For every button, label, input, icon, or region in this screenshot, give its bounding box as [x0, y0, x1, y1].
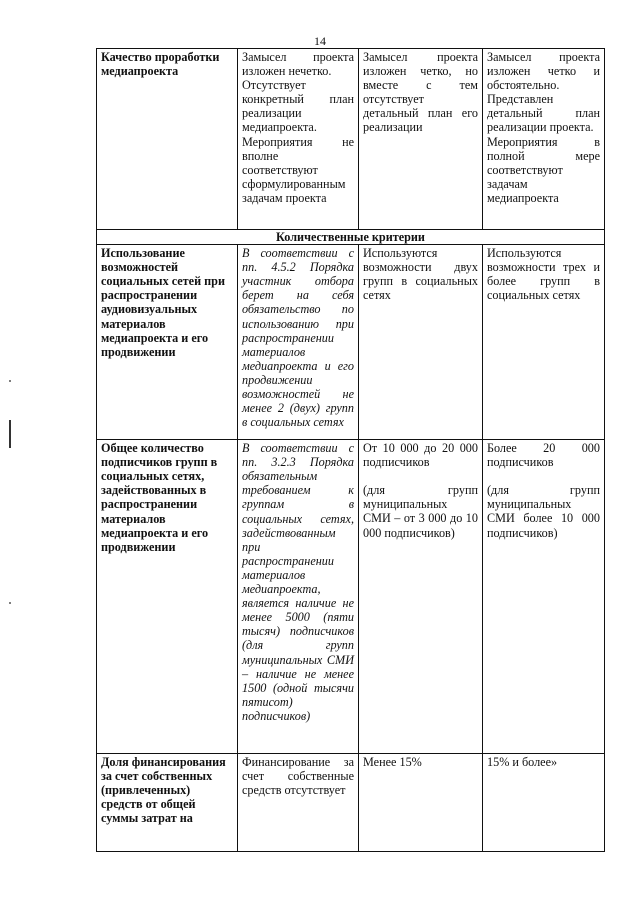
score-cell-2: Менее 15%	[359, 754, 483, 852]
scan-margin-mark	[9, 420, 11, 448]
score-cell-1: В соответствии с пп. 4.5.2 Порядка участник отбора берет на себя обязательство по использованию при распространении материалов медиапроекта и его продвижении возможностей не менее 2 (двух) групп в социальных сетях	[238, 245, 359, 440]
cell-text: Замысел проекта изложен нечетко.	[242, 50, 354, 79]
scan-dot	[9, 602, 11, 604]
section-header: Количественные критерии	[97, 230, 605, 245]
score-cell-1: Финансирование за счет собственные средств отсутствует	[238, 754, 359, 852]
score-cell-1	[238, 49, 359, 230]
section-header-row	[97, 230, 605, 245]
score-cell-2: Используются возможности двух групп в социальных сетях	[359, 245, 483, 440]
cell-text: (для групп муниципальных СМИ – от 3 000 до 10 000 подписчиков)	[363, 483, 478, 540]
page-number: 14	[314, 34, 326, 48]
scan-dot	[9, 380, 11, 382]
cell-text: Замысел проекта изложен четко, но вместе с тем отсутствует детальный план его реализации	[363, 50, 478, 135]
criterion-cell: Общее количество подписчиков групп в социальных сетях, задействованных в распространении материалов медиапроекта и его продвижении	[97, 440, 238, 754]
cell-text: Замысел проекта изложен четко и обстоятельно.	[487, 50, 600, 93]
cell-text: (для групп муниципальных СМИ более 10 000 подписчиков)	[487, 483, 600, 540]
cell-text: Мероприятия в полной мере соответствуют задачам медиапроекта	[487, 134, 600, 205]
cell-text: Мероприятия не вполне соответствуют сформулированным задачам проекта	[242, 134, 354, 205]
score-cell-2	[359, 440, 483, 754]
cell-text: Отсутствует конкретный план реализации медиапроекта.	[242, 78, 354, 135]
score-cell-3: 15% и более»	[483, 754, 605, 852]
criteria-table	[96, 48, 605, 852]
score-cell-3	[483, 440, 605, 754]
score-cell-1: В соответствии с пп. 3.2.3 Порядка обязательным требованием к группам в социальных сетях, задействованным при распространении материалов медиапроекта, является наличие не менее 5000 (пяти тысяч) подписчиков (для групп муниципальных СМИ – наличие не менее 1500 (одной тысячи пятисот) подписчиков)	[238, 440, 359, 754]
table-row-financing	[97, 754, 605, 852]
score-cell-2	[359, 49, 483, 230]
cell-text: От 10 000 до 20 000 подписчиков	[363, 441, 478, 470]
criterion-cell: Доля финансирования за счет собственных (привлеченных) средств от общей суммы затрат на	[97, 754, 238, 852]
table-row-subscribers	[97, 440, 605, 754]
table-row-quality	[97, 49, 605, 230]
spacer	[363, 469, 478, 483]
spacer	[487, 469, 600, 483]
criterion-cell: Качество проработки медиапроекта	[97, 49, 238, 230]
criterion-cell: Использование возможностей социальных сетей при распространении аудиовизуальных материалов медиапроекта и его продвижении	[97, 245, 238, 440]
table-row-social-networks	[97, 245, 605, 440]
score-cell-3	[483, 49, 605, 230]
cell-text: Представлен детальный план реализации проекта.	[487, 92, 600, 135]
score-cell-3: Используются возможности трех и более групп в социальных сетях	[483, 245, 605, 440]
cell-text: Более 20 000 подписчиков	[487, 441, 600, 470]
